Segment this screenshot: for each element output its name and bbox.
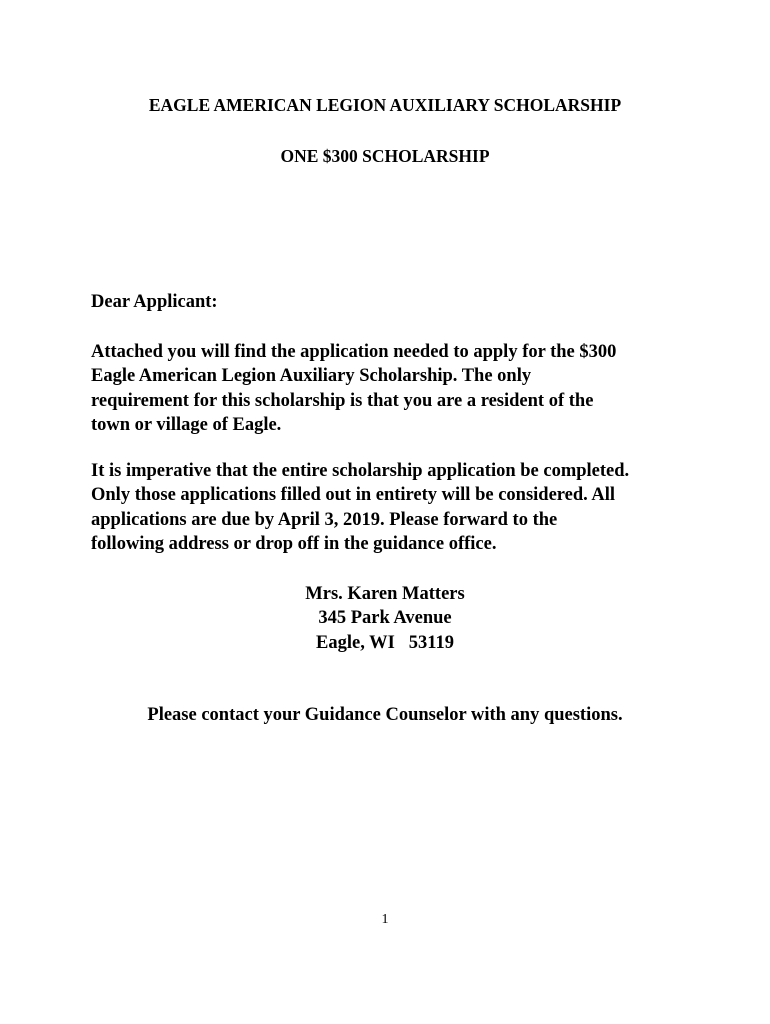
paragraph-line: following address or drop off in the guidance office. [91,534,497,555]
letter-paragraph-1 [91,340,701,438]
paragraph-line: requirement for this scholarship is that you are a resident of the [91,390,594,411]
paragraph-line: town or village of Eagle. [91,415,282,436]
letter-paragraph-2 [91,459,701,557]
paragraph-line: It is imperative that the entire scholarship application be completed. [91,461,630,481]
paragraph-line: Eagle American Legion Auxiliary Scholarship. The only [91,366,532,387]
address-street: 345 Park Avenue [318,608,452,629]
paragraph-line: Only those applications filled out in entirety will be considered. All [91,485,616,506]
letter-greeting: Dear Applicant: [91,292,218,312]
document-subtitle: ONE $300 SCHOLARSHIP [280,146,490,166]
contact-note: Please contact your Guidance Counselor with any questions. [147,705,623,725]
document-title: EAGLE AMERICAN LEGION AUXILIARY SCHOLARSHIP [148,95,622,115]
address-name: Mrs. Karen Matters [305,584,465,604]
paragraph-line: applications are due by April 3, 2019. Please forward to the [91,509,558,530]
address-city-state-zip: Eagle, WI 53119 [316,632,454,653]
page-number: 1 [381,912,389,927]
paragraph-line: Attached you will find the application needed to apply for the $300 [91,342,617,362]
mailing-address [0,582,770,655]
